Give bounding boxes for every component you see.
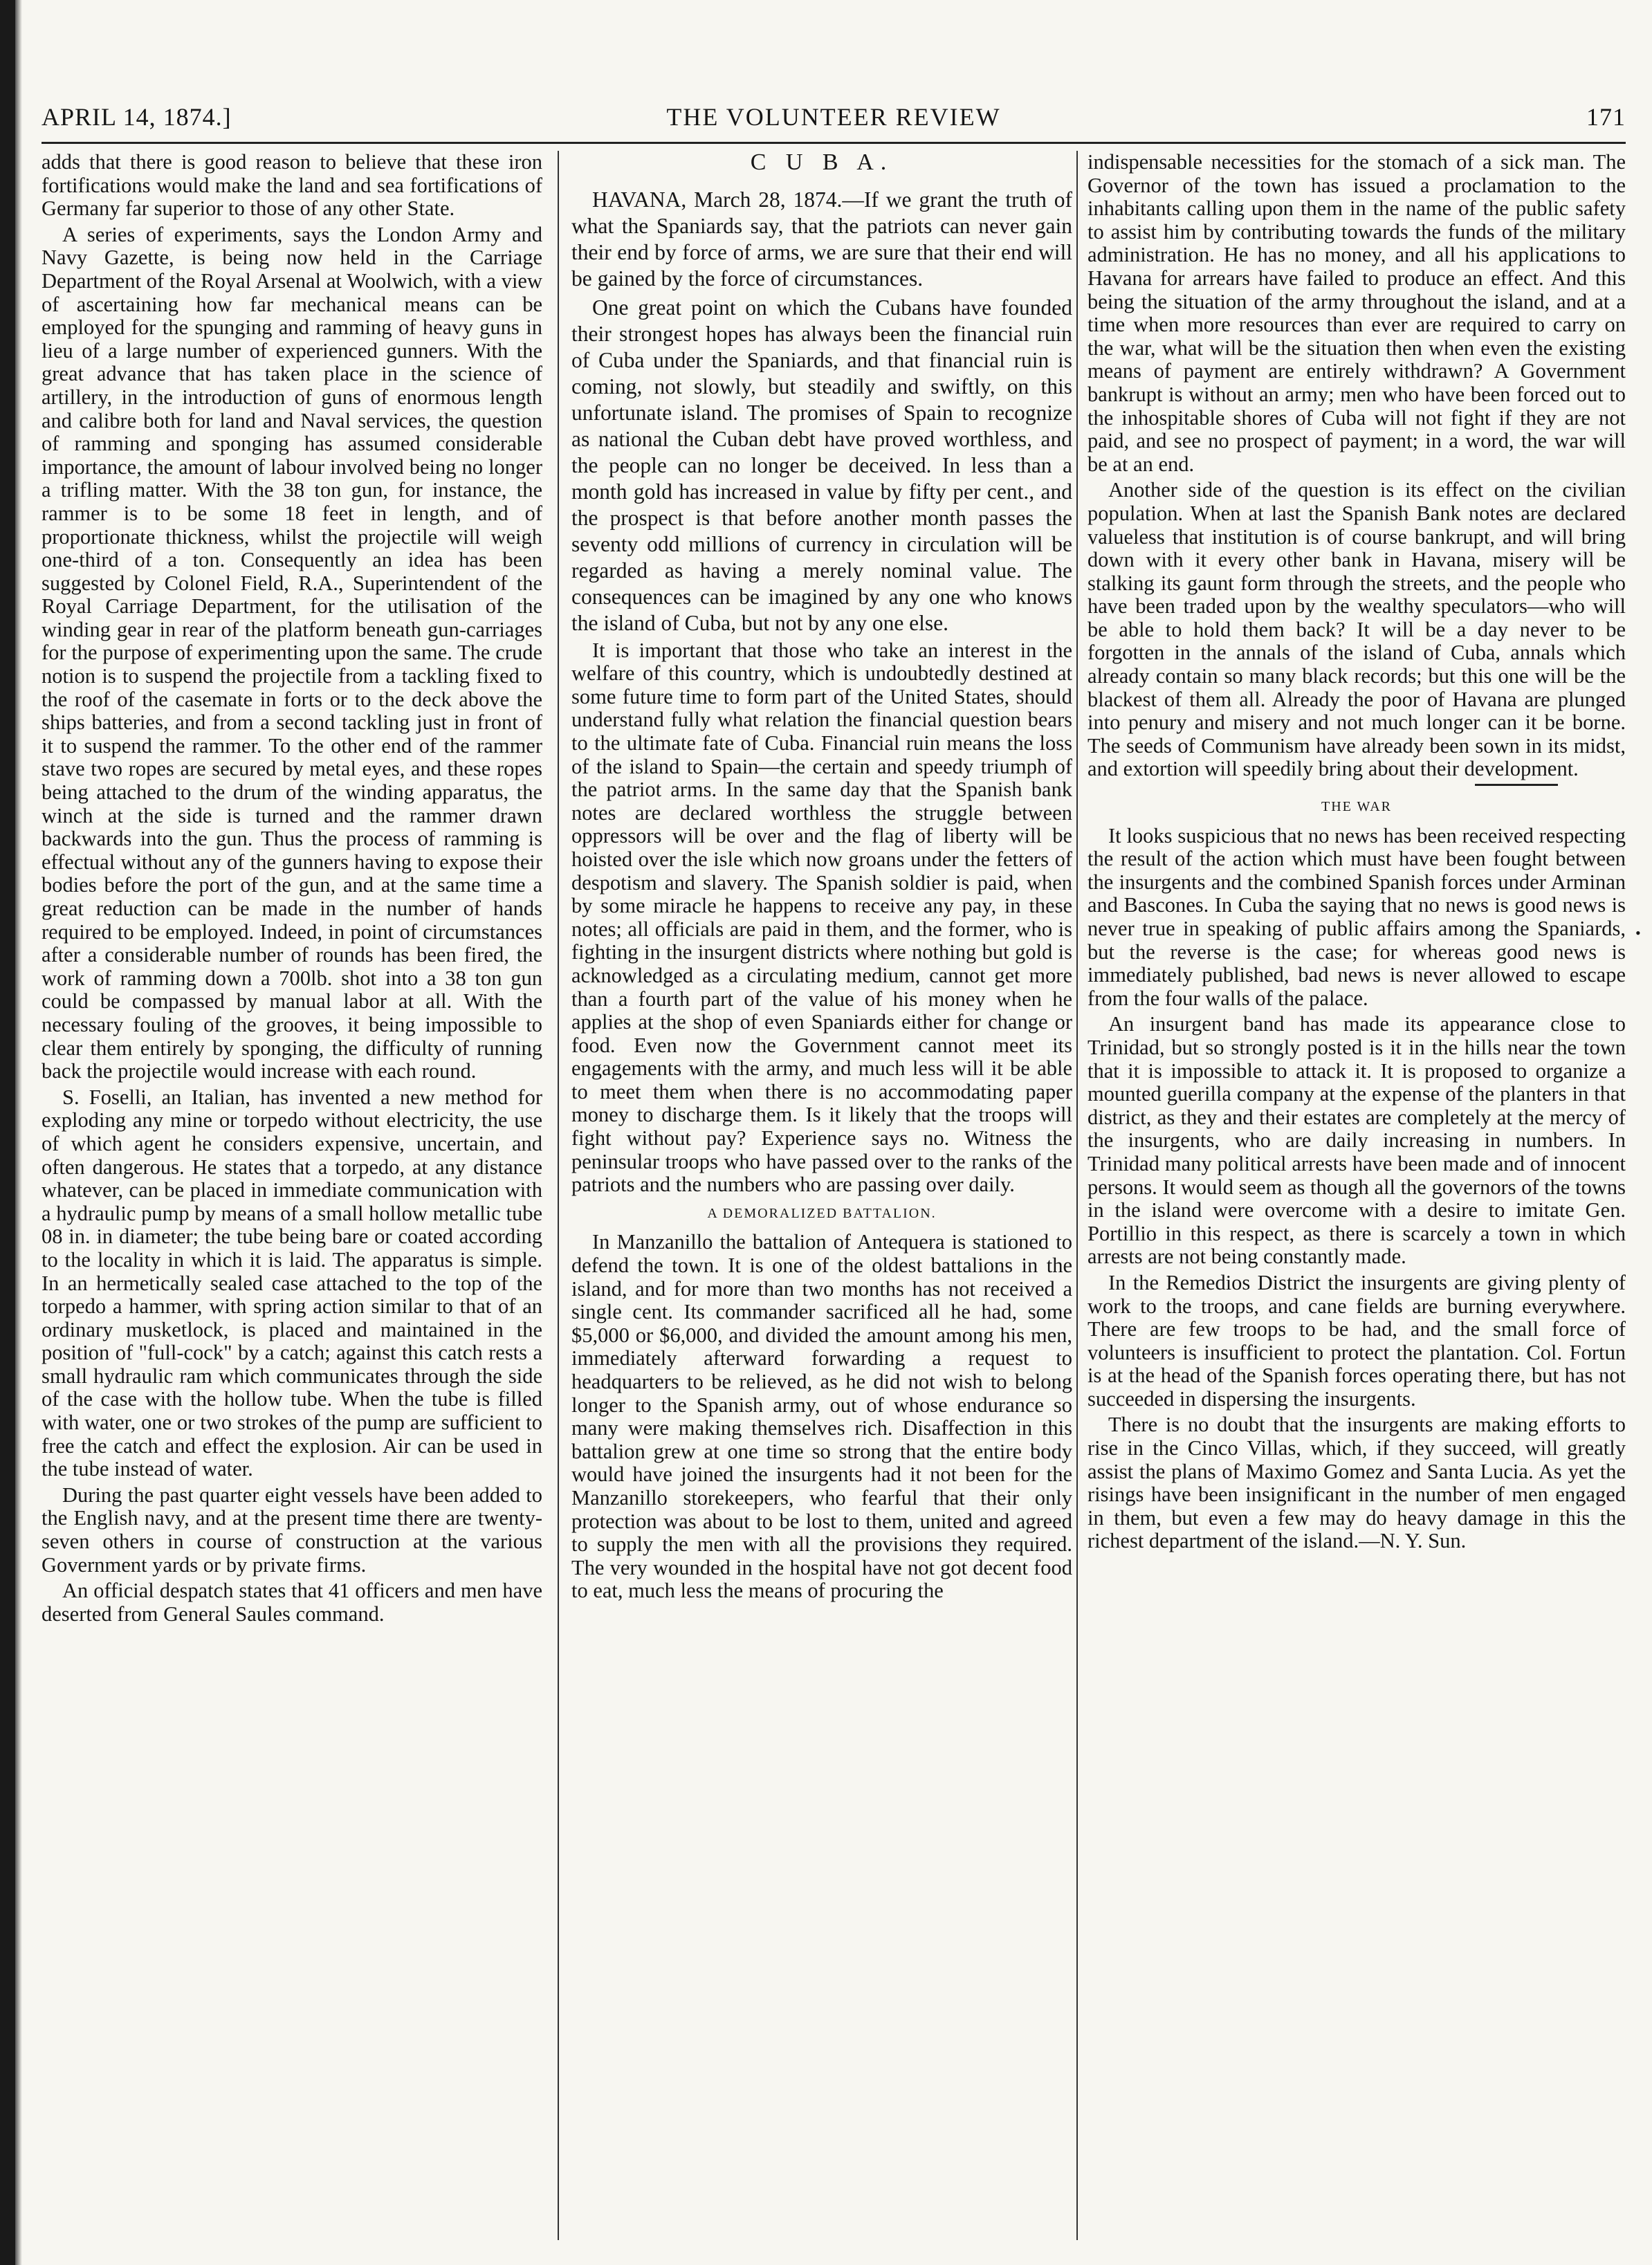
paragraph: S. Foselli, an Italian, has invented a new method for exploding any mine or torpedo without electricity, the use of which agent he considers expensive, uncertain, and often dangerous. He states that a torpedo, at any distance whatever, can be placed in immediate communication with a hydraulic pump by means of a small hollow metallic tube 08 in. in diameter; the tube being bare or coated according to the locality in which it is laid. The apparatus is simple. In an hermetically sealed case attached to the top of the torpedo a hammer, with spring action similar to that of an ordinary musketlock, is placed and maintained in the position of "full-cock" by a catch; against this catch rests a small hydraulic ram which communicates through the side of the case with the hollow tube. When the tube is filled with water, one or two strokes of the pump are sufficient to free the catch and effect the explosion. Air can be used in the tube instead of water. <box>42 1085 542 1481</box>
paragraph: indispensable necessities for the stomach of a sick man. The Governor of the town has issued a proclamation to the inhabitants calling upon them in the name of the public safety to assist him by contributing towards the funds of the military administration. He has no money, and all his applications to Havana for arrears have failed to produce an effect. And this being the situation of the army throughout the island, and at a time when more resources than ever are required to carry on the war, what will be the situation then when even the existing means of payment are entirely withdrawn? A Government bankrupt is without an army; men who have been forced out to the inhospitable shores of Cuba will not fight if they are not paid, and see no prospect of payment; in a word, the war will be at an end. <box>1087 151 1626 476</box>
paragraph: adds that there is good reason to believe that these iron fortifications would make the land and sea fortifications of Germany far superior to those of any other State. <box>42 151 542 221</box>
paragraph: HAVANA, March 28, 1874.—If we grant the truth of what the Spaniards say, that the patriots can never gain their end by force of arms, we are sure that their end will be gained by the force of circumstances. <box>571 187 1072 291</box>
section-subheading: THE WAR <box>1321 799 1392 815</box>
spine-shadow <box>15 0 22 2265</box>
column-2 <box>571 151 1072 2240</box>
column-divider-1 <box>558 151 559 2240</box>
paragraph: An insurgent band has made its appearance close to Trinidad, but so strongly posted is it in the hills near the town that it is impossible to attack it. It is proposed to organize a mounted guerilla company at the expense of the planters in that district, as they and their estates are completely at the mercy of the insurgents, who are daily increasing in numbers. In Trinidad many political arrests have been made and of innocent persons. It would seem as though all the governors of the towns in the island were overcome with a desire to imitate Gen. Portillio in this respect, as there is scarcely a town in which arrests are not being constantly made. <box>1087 1012 1626 1269</box>
paragraph: It looks suspicious that no news has been received respecting the result of the action which must have been fought between the insurgents and the combined Spanish forces under Arminan and Bascones. In Cuba the saying that no news is good news is never true in speaking of public affairs among the Spaniards, but the reverse is the case; for whereas good news is immediately published, bad news is never allowed to escape from the four walls of the palace. <box>1087 823 1626 1010</box>
paragraph: In Manzanillo the battalion of Antequera is stationed to defend the town. It is one of the oldest battalions in the island, and for more than two months has not received a single cent. Its commander sacrificed all he had, some $5,000 or $6,000, and divided the amount among his men, immediately afterward forwarding a request to headquarters to be relieved, as he did not wish to belong longer to the Spanish army, out of whose endurance so many were making themselves rich. Disaffection in this battalion grew at one time so strong that the entire body would have joined the insurgents had it not been for the Manzanillo storekeepers, who fearful that their only protection was about to be lost to them, united and agreed to supply the men with all the provisions they required. The very wounded in the hospital have not got decent food to eat, much less the means of procuring the <box>571 1230 1072 1603</box>
paragraph: There is no doubt that the insurgents are making efforts to rise in the Cinco Villas, which, if they succeed, will greatly assist the plans of Maximo Gomez and Santa Lucia. As yet the risings have been insignificant in the number of men engaged in them, but even a few may do heavy damage in this the richest department of the island.—N. Y. Sun. <box>1087 1413 1626 1553</box>
paragraph: It is important that those who take an interest in the welfare of this country, which is undoubtedly destined at some future time to form part of the United States, should understand fully what relation the financial question bears to the ultimate fate of Cuba. Financial ruin means the loss of the island to Spain—the certain and speedy triumph of the patriot arms. In the same day that the Spanish bank notes are declared worthless the struggle between oppressors will be over and the flag of liberty will be hoisted over the isle which now groans under the fetters of despotism and slavery. The Spanish soldier is paid, when by some miracle he happens to receive any pay, in these notes; all officials are paid in them, and the former, who is fighting in the insurgent districts where nothing but gold is acknowledged as a circulating medium, cannot get more than a fourth part of the value of his money when he applies at the shop of even Spaniards either for change or food. Even now the Government cannot meet its engagements with the army, and much less will it be able to meet them when there is no accommodating paper money to discharge them. Is it likely that the troops will fight without pay? Experience says no. Witness the peninsular troops who have passed over to the ranks of the patriots and the numbers who are passing over daily. <box>571 638 1072 1197</box>
column-3 <box>1087 151 1626 2240</box>
margin-mark: • <box>1635 924 1641 942</box>
masthead <box>42 102 1626 137</box>
article-lead <box>571 187 1072 636</box>
page-number: 171 <box>1586 103 1626 131</box>
section-subheading: A DEMORALIZED BATTALION. <box>707 1205 937 1221</box>
page-spine <box>0 0 15 2265</box>
paragraph: An official despatch states that 41 officers and men have deserted from General Saules command. <box>42 1579 542 1626</box>
article-heading: C U B A. <box>750 151 894 175</box>
publication-title: THE VOLUNTEER REVIEW <box>666 103 1001 131</box>
column-divider-2 <box>1076 151 1078 2240</box>
paragraph: During the past quarter eight vessels have been added to the English navy, and at the present time there are twenty-seven others in course of construction at the various Government yards or by private firms. <box>42 1483 542 1577</box>
paragraph: One great point on which the Cubans have founded their strongest hopes has always been the financial ruin of Cuba under the Spaniards, and that financial ruin is coming, not slowly, but steadily and swiftly, on this unfortunate island. The promises of Spain to recognize as national the Cuban debt have proved worthless, and the people can no longer be deceived. In less than a month gold has increased in value by fifty per cent., and the prospect is that before another month passes the seventy odd millions of currency in circulation will be regarded as having a merely nominal value. The consequences can be imagined by any one who knows the island of Cuba, but not by any one else. <box>571 295 1072 635</box>
masthead-rule <box>42 142 1626 144</box>
paragraph: In the Remedios District the insurgents are giving plenty of work to the troops, and cane fields are burning everywhere. There are few troops to be had, and the small force of volunteers is insufficient to protect the plantation. Col. Fortun is at the head of the Spanish forces operating there, but has not succeeded in dispersing the insurgents. <box>1087 1270 1626 1411</box>
column-1 <box>42 151 542 2240</box>
issue-date: APRIL 14, 1874.] <box>42 103 232 131</box>
paragraph: A series of experiments, says the London Army and Navy Gazette, is being now held in the Carriage Department of the Royal Arsenal at Woolwich, with a view of ascertaining how far mechanical means can be employed for the spunging and ramming of heavy guns in lieu of a large number of experienced gunners. With the great advance that has taken place in the science of artillery, in the introduction of guns of enormous length and calibre both for land and Naval services, the question of ramming and sponging has assumed considerable importance, the amount of labour involved being no longer a trifling matter. With the 38 ton gun, for instance, the rammer is to be some 18 feet in length, and of proportionate thickness, whilst the projectile will weigh one-third of a ton. Consequently an idea has been suggested by Colonel Field, R.A., Superintendent of the Royal Carriage Department, for the utilisation of the winding gear in rear of the platform beneath gun-carriages for the purpose of experimenting upon the same. The crude notion is to suspend the projectile from a tackling fixed to the roof of the casemate in forts or to the deck above the ships batteries, and from a second tackling just in front of it to suspend the rammer. To the other end of the rammer stave two ropes are secured by metal eyes, and these ropes being attached to the drum of the winding apparatus, the winch at the side is turned and the rammer drawn backwards into the gun. Thus the process of ramming is effectual without any of the gunners having to expose their bodies before the port of the gun, and at the same time a great reduction can be made in the number of hands required to be employed. Indeed, in point of circumstances after a considerable number of rounds has been fired, the work of ramming down a 700lb. shot into a 38 ton gun could be compassed by manual labor at all. With the necessary fouling of the grooves, it being impossible to clear them entirely by sponging, the difficulty of running back the projectile would increase with each round. <box>42 222 542 1083</box>
paragraph: Another side of the question is its effect on the civilian population. When at last the Spanish Bank notes are declared valueless that institution is of course bankrupt, and will bring down with it every other bank in Havana, misery will be stalking its gaunt form through the streets, and the people who have been traded upon by the wealthy speculators—who will be able to hold them back? It will be a day never to be forgotten in the annals of the island of Cuba, annals which already contain so many black records; but this one will be the blackest of them all. Already the poor of Havana are plunged into penury and misery and not much longer can it be borne. The seeds of Communism have already been sown in its midst, and extortion will speedily bring about their development. <box>1087 478 1626 781</box>
section-rule <box>1475 784 1558 786</box>
